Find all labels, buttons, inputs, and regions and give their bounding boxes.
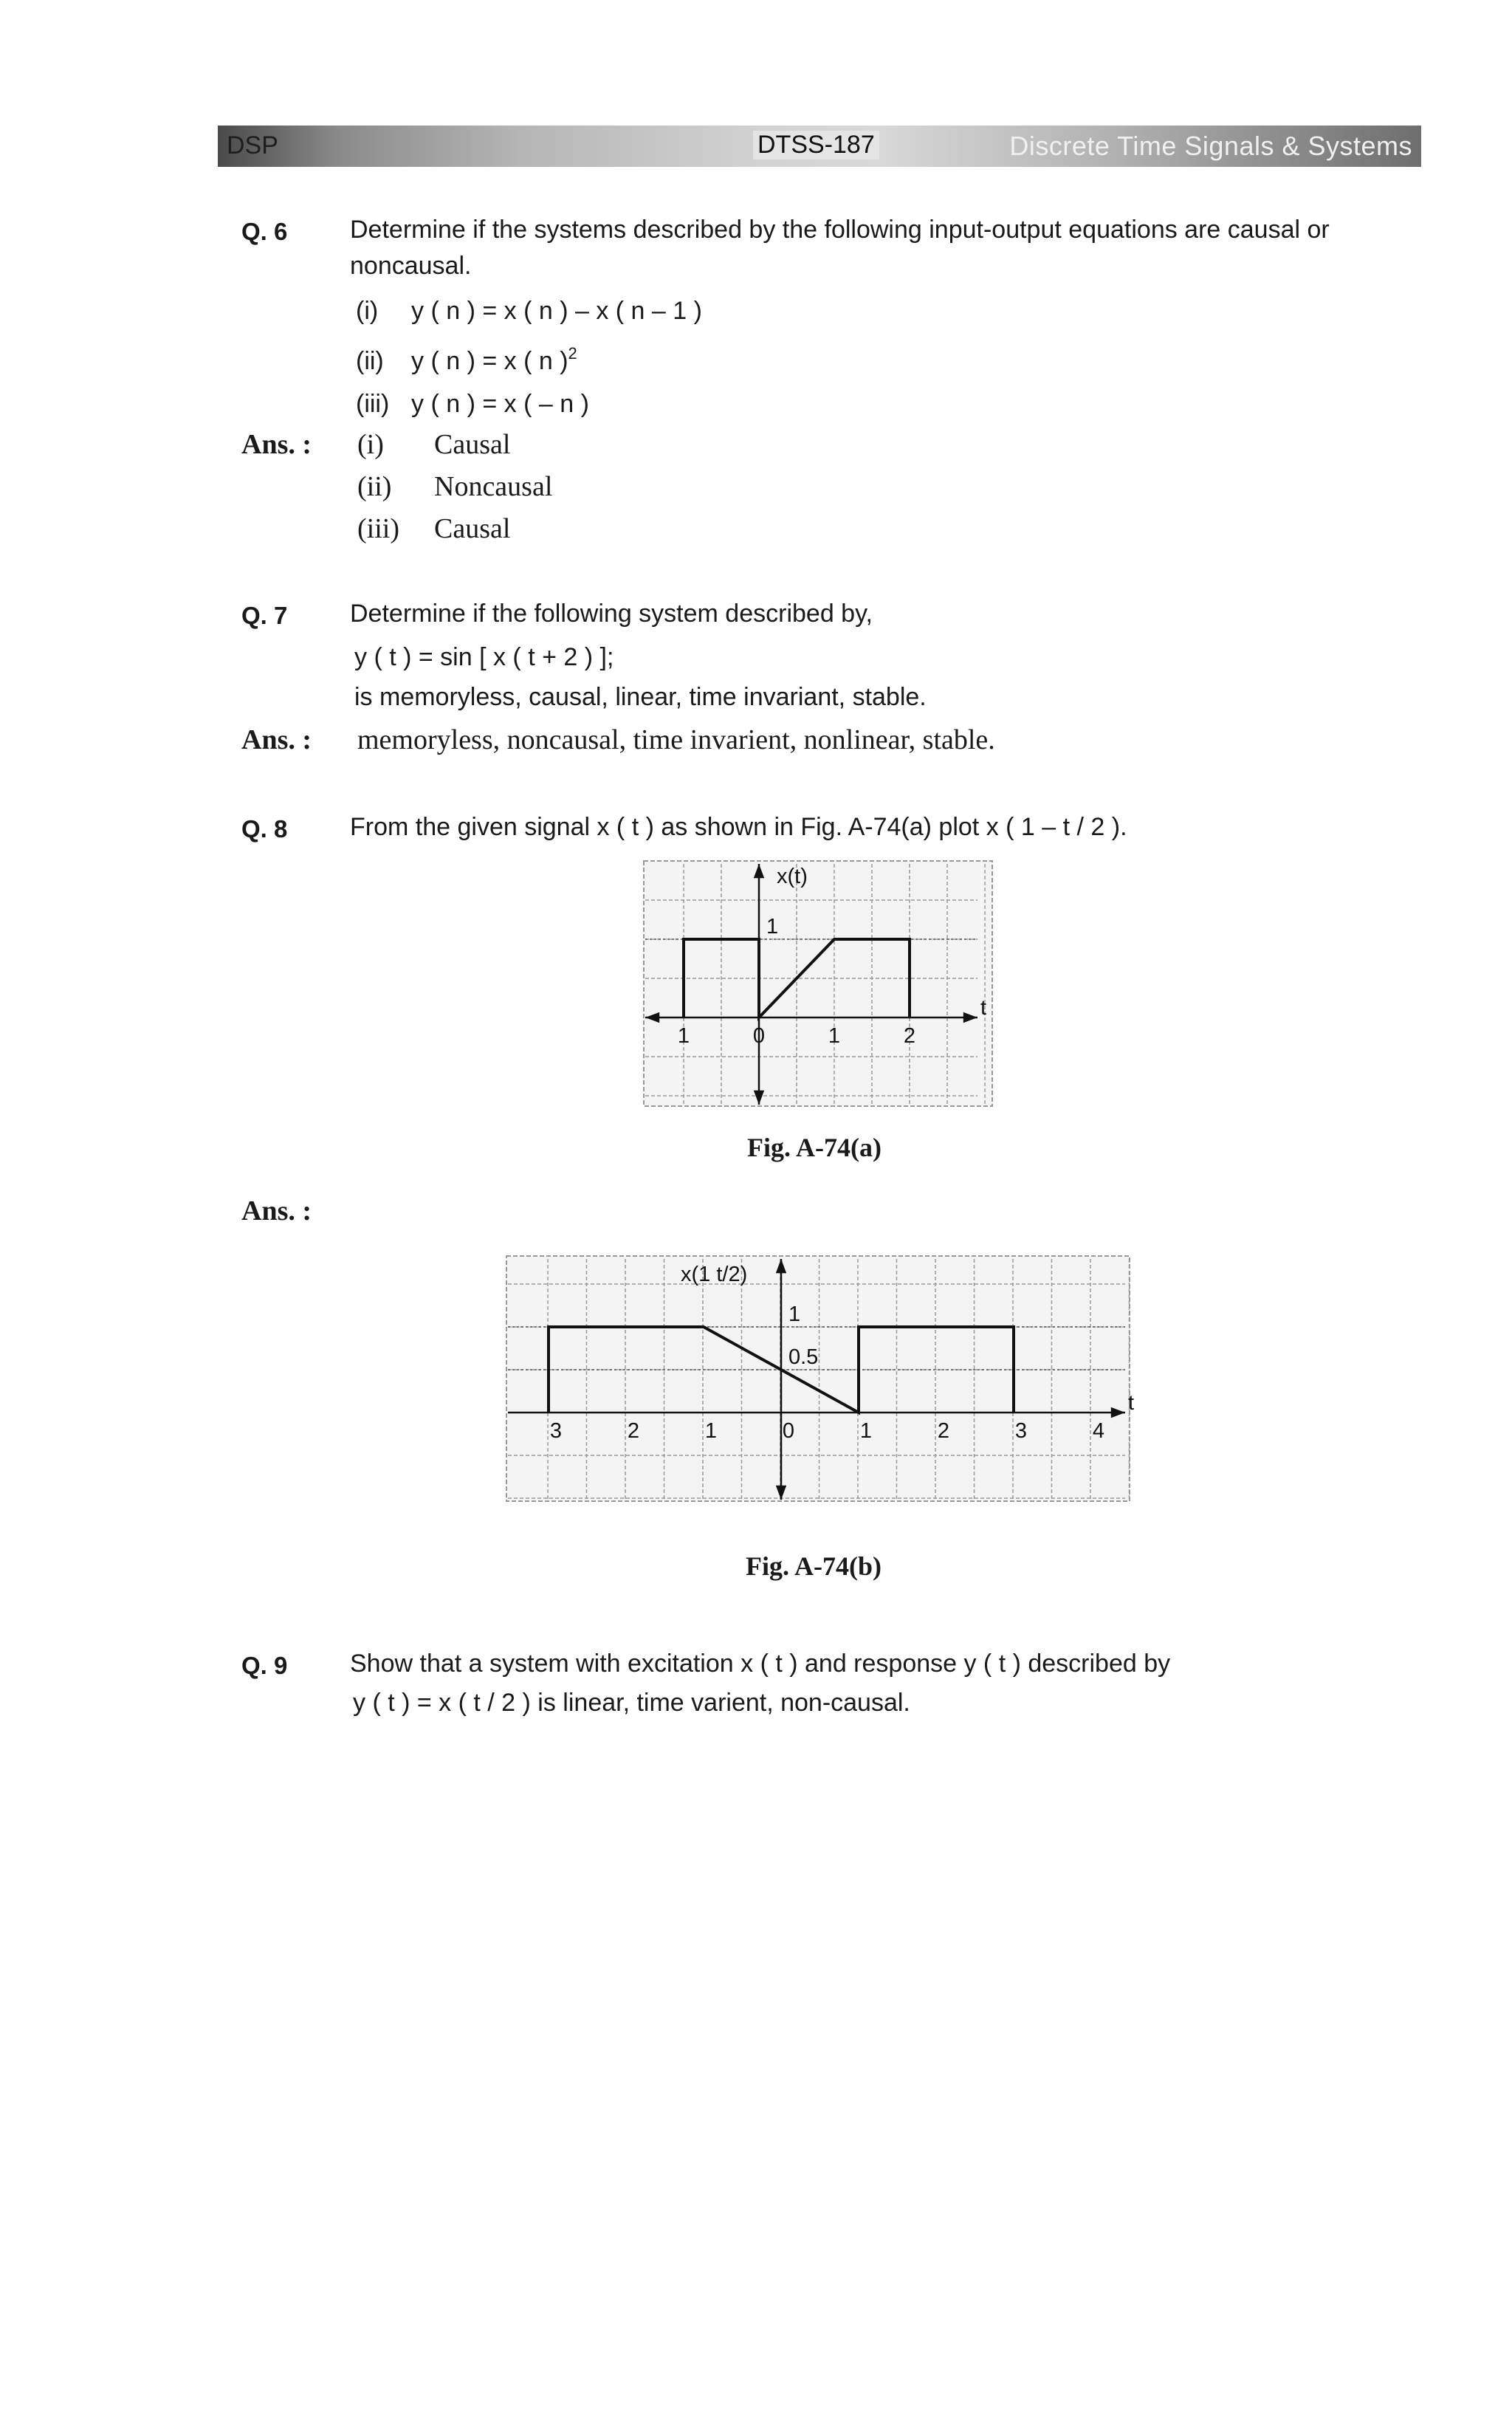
q7-answer-text: memoryless, noncausal, time invarient, nonlinear, stable. — [357, 724, 995, 755]
q6-answer-text: Causal — [434, 429, 511, 460]
q8-text: From the given signal x ( t ) as shown in Fig. A-74(a) plot x ( 1 – t / 2 ). — [350, 813, 1127, 841]
header-chapter-title: Discrete Time Signals & Systems — [1009, 131, 1412, 161]
q6-item-exponent: 2 — [568, 344, 577, 363]
q6-answer-label: Ans. : — [241, 429, 312, 460]
x-tick-label: 1 — [704, 1419, 718, 1443]
q6-number: Q. 6 — [241, 218, 288, 245]
q6-answer-label-item: (i) — [357, 429, 384, 460]
figure-b-x-axis-label: t — [1128, 1391, 1134, 1415]
q6-item-equation — [411, 344, 577, 376]
q9-number: Q. 9 — [241, 1652, 288, 1679]
q6-item-equation: y ( n ) = x ( – n ) — [411, 390, 589, 418]
y-tick-label: 1 — [766, 915, 779, 938]
page-header — [218, 126, 1421, 167]
x-tick-label: 2 — [937, 1419, 950, 1443]
q6-text-line1: Determine if the systems described by the following input-output equations are causal or — [350, 216, 1330, 244]
q6-text-line2: noncausal. — [350, 252, 472, 280]
q6-item-equation: y ( n ) = x ( n ) – x ( n – 1 ) — [411, 297, 702, 325]
q7-number: Q. 7 — [241, 602, 288, 629]
figure-a74b-plot — [504, 1252, 1134, 1506]
q8-number: Q. 8 — [241, 815, 288, 843]
y-tick-label: 0.5 — [788, 1345, 819, 1369]
x-tick-label: 1 — [859, 1419, 873, 1443]
q7-text-line1: Determine if the following system described by, — [350, 600, 873, 628]
x-tick-label: 2 — [627, 1419, 640, 1443]
figure-a-y-axis-label: x(t) — [777, 865, 808, 888]
x-tick-label: 1 — [677, 1024, 690, 1048]
figure-a-caption: Fig. A-74(a) — [747, 1133, 882, 1162]
header-page-code: DTSS-187 — [753, 131, 879, 159]
q8-answer-label: Ans. : — [241, 1195, 312, 1226]
x-tick-label: 2 — [903, 1024, 916, 1048]
x-tick-label: 4 — [1092, 1419, 1105, 1443]
q7-text-line3: is memoryless, causal, linear, time invariant, stable. — [354, 683, 927, 711]
q9-text-line2: y ( t ) = x ( t / 2 ) is linear, time varient, non-causal. — [353, 1689, 910, 1717]
q6-answer-label-item: (ii) — [357, 471, 392, 502]
q6-answer-text: Noncausal — [434, 471, 553, 502]
y-tick-label: 1 — [788, 1303, 801, 1326]
q7-equation: y ( t ) = sin [ x ( t + 2 ) ]; — [354, 643, 614, 671]
q6-answer-text: Causal — [434, 513, 511, 544]
q6-item-equation-base: y ( n ) = x ( n ) — [411, 347, 568, 375]
q6-item-label: (i) — [356, 297, 379, 325]
x-tick-label: 3 — [1014, 1419, 1028, 1443]
q6-item-label: (iii) — [356, 390, 390, 418]
figure-a74a-plot — [641, 857, 997, 1111]
x-tick-label: 3 — [549, 1419, 563, 1443]
q9-text-line1: Show that a system with excitation x ( t ) and response y ( t ) described by — [350, 1650, 1171, 1678]
x-tick-label: 0 — [782, 1419, 795, 1443]
header-subject: DSP — [227, 131, 278, 159]
x-tick-label: 0 — [752, 1024, 766, 1048]
figure-a-x-axis-label: t — [980, 996, 987, 1020]
q6-answer-label-item: (iii) — [357, 513, 399, 544]
figure-b-y-axis-label: x(1 t/2) — [681, 1263, 748, 1286]
figure-b-caption: Fig. A-74(b) — [746, 1551, 882, 1581]
q6-item-label: (ii) — [356, 347, 384, 375]
x-tick-label: 1 — [828, 1024, 841, 1048]
q7-answer-label: Ans. : — [241, 724, 312, 755]
